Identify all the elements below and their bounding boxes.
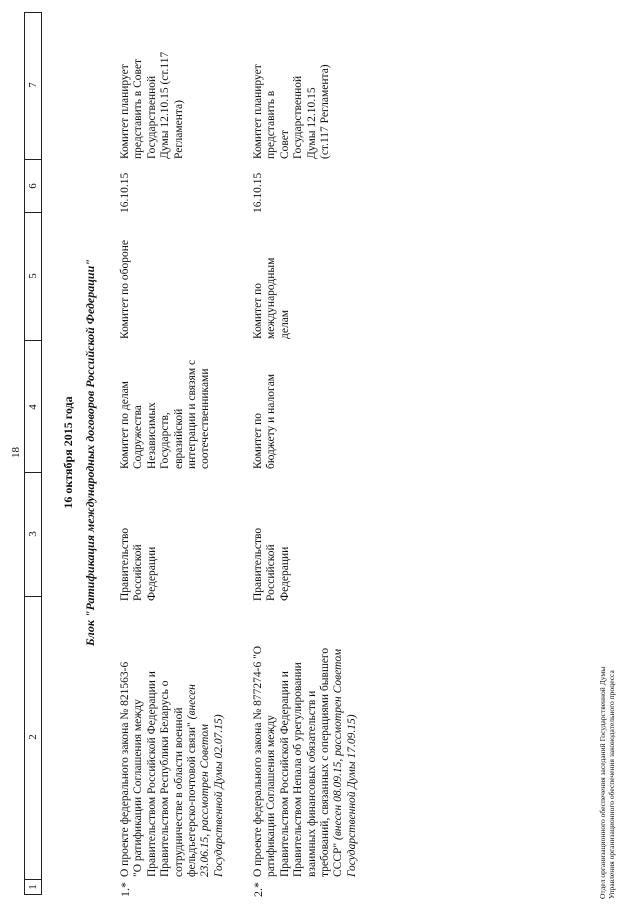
block-heading: Блок "Ратификация международных договоров Российской Федерации": [83, 259, 97, 646]
bill-note: (внесен 08.09.15, рассмотрен Советом Государственной Думы 17.09.15): [332, 648, 358, 877]
bill-description: [119, 649, 226, 877]
initiator: Правительство Российской Федерации: [252, 527, 291, 601]
col-divider: [24, 159, 42, 160]
footer-line: Отдел организационного обеспечения заседаний Государственной Думы: [598, 666, 607, 899]
consideration-date: 16.10.15: [119, 172, 131, 213]
footer: [598, 667, 616, 899]
column-number: 1: [27, 884, 39, 890]
status-note: Комитет планирует представить в Совет Государственной Думы 12.10.15 (ст.117 Регламента): [119, 51, 185, 159]
initiator: Правительство Российской Федерации: [119, 527, 158, 601]
column-number: 2: [27, 734, 39, 740]
consideration-date: 16.10.15: [252, 172, 264, 213]
column-number: 7: [27, 82, 39, 88]
col-divider: [24, 596, 42, 597]
date-heading: 16 октября 2015 года: [61, 396, 75, 509]
bill-description: [252, 633, 359, 877]
page-number: 18: [10, 447, 22, 458]
col-divider: [24, 340, 42, 341]
column-number-row: [24, 0, 42, 905]
co-committee: Комитет по международным делам: [252, 257, 291, 339]
col-divider: [24, 12, 42, 13]
bill-note: (внесен 23.06.15, рассмотрен Советом Государственной Думы 02.07.15): [186, 684, 225, 877]
row-number: 2.*: [251, 882, 265, 897]
column-number: 5: [27, 273, 39, 279]
col-divider: [24, 472, 42, 473]
bill-title: О проекте федерального закона № 877274-6 "О ратификации Соглашения между Правительством Российской Федерации и Правительством Непала об урегулировании взаимных финансовых обязательств и требований, связанных с операциями бывшего СССР": [252, 645, 345, 877]
co-committee: Комитет по обороне: [119, 240, 131, 339]
row-number: 1.*: [118, 882, 132, 897]
row-bottom-border: [41, 12, 42, 895]
responsible-committee: Комитет по делам Содружества Независимых Государств, евразийской интеграции и связям с соотечественниками: [119, 359, 212, 469]
status-note: Комитет планирует представить в Совет Государственной Думы 12.10.15 (ст.117 Регламента): [252, 64, 332, 159]
row-top-border: [24, 12, 25, 895]
footer-line: Управления организационного обеспечения законодательного процесса: [607, 670, 616, 899]
bill-title: О проекте федерального закона № 821563-6 "О ратификации Соглашения между Правительством Российской Федерации и Правительством Республики Беларусь о сотрудничестве в области военной фельдъегерско-почтовой связи": [119, 661, 199, 877]
col-divider: [24, 212, 42, 213]
column-number: 6: [27, 183, 39, 189]
column-number: 3: [27, 531, 39, 537]
column-number: 4: [27, 404, 39, 410]
responsible-committee: Комитет по бюджету и налогам: [252, 373, 278, 469]
